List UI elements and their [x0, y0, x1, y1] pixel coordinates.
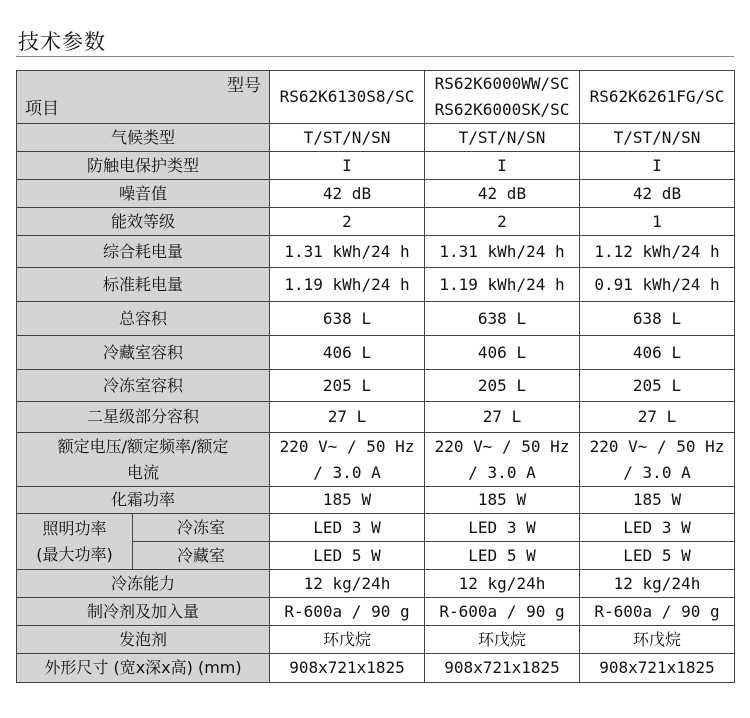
- row-label: 发泡剂: [17, 626, 270, 654]
- row-value: 908x721x1825: [425, 654, 580, 683]
- row-value: LED 3 W: [270, 514, 425, 542]
- row-value: 638 L: [580, 302, 735, 336]
- row-value-line: / 3.0 A: [623, 462, 691, 482]
- header-model-label: 型号: [227, 76, 261, 96]
- row-value: 185 W: [425, 487, 580, 514]
- header-corner-cell: [17, 71, 270, 124]
- row-value: 27 L: [270, 402, 425, 433]
- table-row: [17, 626, 735, 654]
- header-model-2-line1: RS62K6000WW/SC: [434, 74, 570, 93]
- row-label: 防触电保护类型: [17, 152, 270, 180]
- row-group-label: [17, 514, 133, 570]
- table-row: [17, 570, 735, 598]
- header-model-2-line2: RS62K6000SK/SC: [434, 100, 570, 119]
- row-value: I: [425, 152, 580, 180]
- row-value: LED 3 W: [580, 514, 735, 542]
- table-row: [17, 487, 735, 514]
- row-label: 外形尺寸 (宽x深x高) (mm): [17, 654, 270, 683]
- row-value: 638 L: [425, 302, 580, 336]
- row-value-line: 220 V~ / 50 Hz: [279, 436, 415, 456]
- row-label-line: 电流: [126, 462, 159, 482]
- table-row: [17, 514, 735, 542]
- row-value: [270, 433, 425, 487]
- row-value: I: [580, 152, 735, 180]
- table-row: [17, 208, 735, 236]
- row-value: R-600a / 90 g: [580, 598, 735, 626]
- header-model-2: [425, 71, 580, 124]
- row-value: T/ST/N/SN: [270, 124, 425, 152]
- row-sublabel: 冷冻室: [133, 514, 270, 542]
- row-label: 标准耗电量: [17, 268, 270, 302]
- header-model-1: RS62K6130S8/SC: [270, 71, 425, 124]
- row-value: 1.19 kWh/24 h: [425, 268, 580, 302]
- row-value: 185 W: [270, 487, 425, 514]
- row-value: 12 kg/24h: [270, 570, 425, 598]
- row-label: 气候类型: [17, 124, 270, 152]
- row-value: 42 dB: [425, 180, 580, 208]
- row-value-line: 220 V~ / 50 Hz: [434, 436, 570, 456]
- row-value: 1.19 kWh/24 h: [270, 268, 425, 302]
- header-model-3: RS62K6261FG/SC: [580, 71, 735, 124]
- row-value-line: 220 V~ / 50 Hz: [589, 436, 725, 456]
- table-row: [17, 124, 735, 152]
- row-value: 1.31 kWh/24 h: [270, 236, 425, 268]
- row-value: 406 L: [580, 336, 735, 370]
- row-value: 205 L: [270, 370, 425, 402]
- row-label: 化霜功率: [17, 487, 270, 514]
- row-value: 27 L: [425, 402, 580, 433]
- table-row: [17, 598, 735, 626]
- row-value: 42 dB: [580, 180, 735, 208]
- row-value: 205 L: [425, 370, 580, 402]
- row-label: [17, 433, 270, 487]
- header-item-label: 项目: [25, 99, 59, 119]
- row-label: 总容积: [17, 302, 270, 336]
- table-row: [17, 433, 735, 487]
- row-value: 1.31 kWh/24 h: [425, 236, 580, 268]
- row-value: 0.91 kWh/24 h: [580, 268, 735, 302]
- row-label: 噪音值: [17, 180, 270, 208]
- table-row: [17, 402, 735, 433]
- row-label: 冷冻能力: [17, 570, 270, 598]
- table-row: [17, 302, 735, 336]
- row-value: 环戊烷: [270, 626, 425, 654]
- table-header-row: [17, 71, 735, 124]
- row-label: 综合耗电量: [17, 236, 270, 268]
- row-group-label-line: 照明功率: [42, 518, 107, 538]
- row-value: 908x721x1825: [580, 654, 735, 683]
- row-value-line: / 3.0 A: [468, 462, 536, 482]
- table-row: [17, 370, 735, 402]
- row-value-line: / 3.0 A: [313, 462, 381, 482]
- row-value: 908x721x1825: [270, 654, 425, 683]
- title-divider: [16, 56, 734, 57]
- row-value: 1.12 kWh/24 h: [580, 236, 735, 268]
- row-value: 环戊烷: [425, 626, 580, 654]
- row-value: 638 L: [270, 302, 425, 336]
- row-value: 环戊烷: [580, 626, 735, 654]
- row-label: 冷藏室容积: [17, 336, 270, 370]
- row-value: 1: [580, 208, 735, 236]
- row-label: 制冷剂及加入量: [17, 598, 270, 626]
- table-row: [17, 336, 735, 370]
- row-value: R-600a / 90 g: [270, 598, 425, 626]
- row-value: 2: [425, 208, 580, 236]
- row-value: R-600a / 90 g: [425, 598, 580, 626]
- row-sublabel: 冷藏室: [133, 542, 270, 570]
- row-label: 二星级部分容积: [17, 402, 270, 433]
- row-value: T/ST/N/SN: [580, 124, 735, 152]
- row-value: [425, 433, 580, 487]
- row-value: I: [270, 152, 425, 180]
- row-label-line: 额定电压/额定频率/额定: [57, 436, 229, 456]
- row-value: LED 5 W: [425, 542, 580, 570]
- row-value: LED 5 W: [270, 542, 425, 570]
- row-group-label-line: (最大功率): [36, 544, 113, 564]
- row-value: LED 5 W: [580, 542, 735, 570]
- row-value: 185 W: [580, 487, 735, 514]
- row-label: 冷冻室容积: [17, 370, 270, 402]
- page-title: 技术参数: [18, 30, 106, 54]
- row-value: 406 L: [425, 336, 580, 370]
- row-value: T/ST/N/SN: [425, 124, 580, 152]
- table-row: [17, 180, 735, 208]
- row-value: 2: [270, 208, 425, 236]
- row-value: 42 dB: [270, 180, 425, 208]
- table-row: [17, 236, 735, 268]
- row-value: 205 L: [580, 370, 735, 402]
- table-row: [17, 268, 735, 302]
- table-row: [17, 152, 735, 180]
- row-value: [580, 433, 735, 487]
- row-value: 12 kg/24h: [580, 570, 735, 598]
- spec-table: [16, 70, 735, 683]
- row-value: 12 kg/24h: [425, 570, 580, 598]
- row-value: 406 L: [270, 336, 425, 370]
- row-label: 能效等级: [17, 208, 270, 236]
- table-row: [17, 654, 735, 683]
- row-value: 27 L: [580, 402, 735, 433]
- row-value: LED 3 W: [425, 514, 580, 542]
